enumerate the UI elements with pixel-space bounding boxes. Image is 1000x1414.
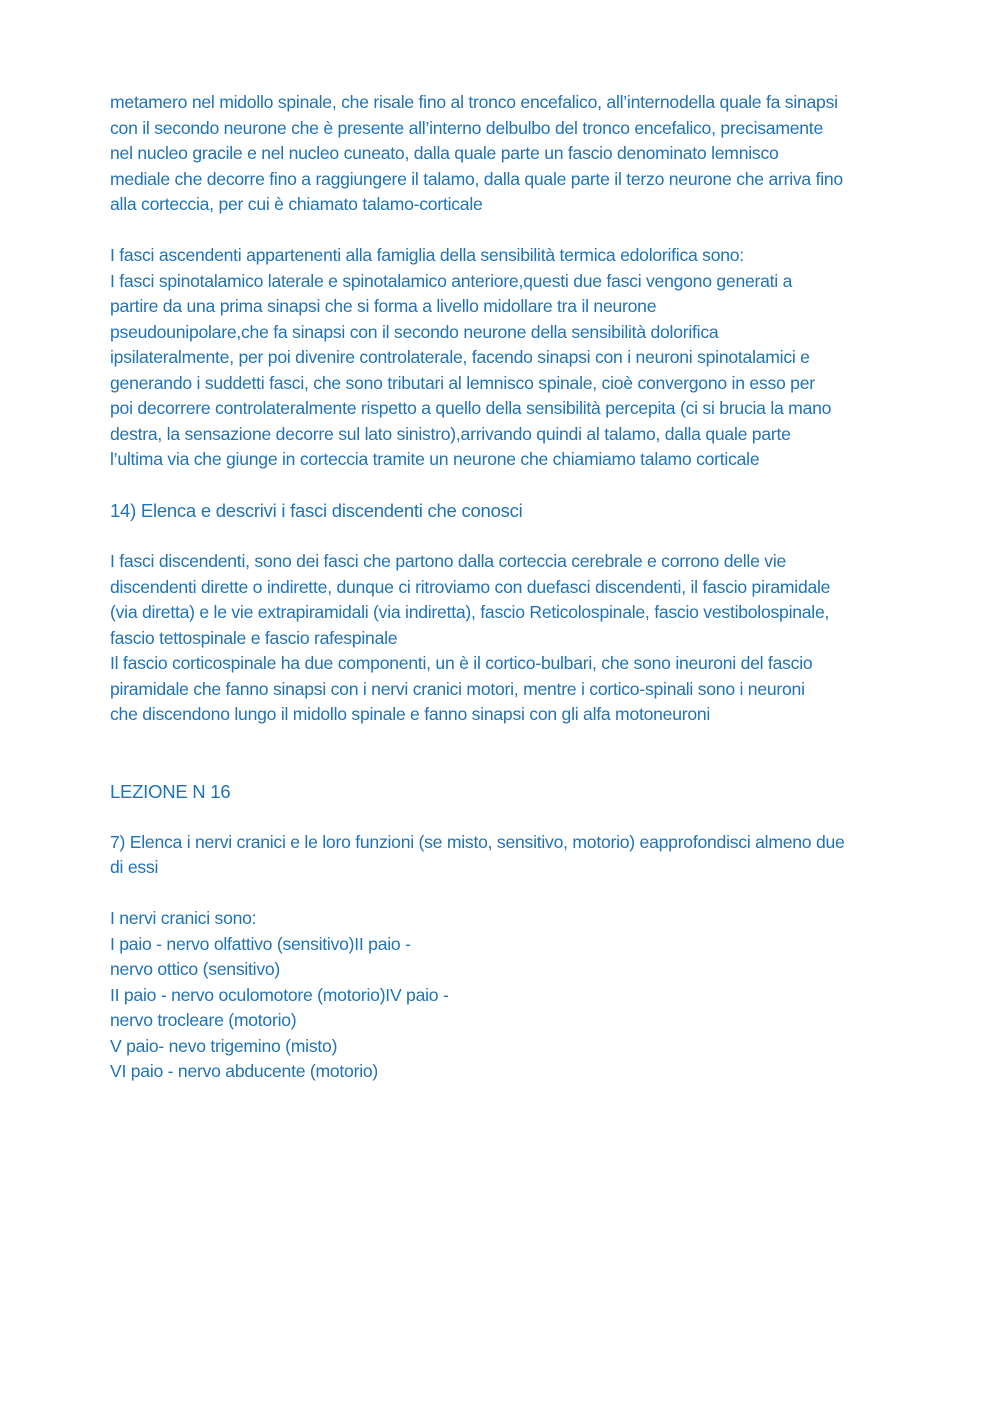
- text-line: I paio - nervo olfattivo (sensitivo)II paio -: [110, 933, 411, 954]
- text-line: alla corteccia, per cui è chiamato talamo-corticale: [110, 194, 483, 214]
- text-line: I nervi cranici sono:: [110, 908, 257, 928]
- text-line: metamero nel midollo spinale, che risale fino al tronco encefalico, all’internodella quale fa sinapsi: [110, 92, 838, 112]
- text-line: poi decorrere controlateralmente rispetto a quello della sensibilità percepita (ci si brucia la mano: [110, 398, 832, 418]
- text-line: l’ultima via che giunge in corteccia tramite un neurone che chiamiamo talamo corticale: [110, 449, 760, 469]
- text-line: pseudounipolare,che fa sinapsi con il secondo neurone della sensibilità dolorifica: [110, 321, 719, 342]
- text-line: I fasci discendenti, sono dei fasci che partono dalla corteccia cerebrale e corrono delle vie: [110, 551, 787, 571]
- text-line: (via diretta) e le vie extrapiramidali (via indiretta), fascio Reticolospinale, fascio vestibolospinale,: [110, 602, 830, 622]
- paragraph-gap: [110, 881, 910, 907]
- question-7-heading: [110, 830, 910, 881]
- text-line: I fasci ascendenti appartenenti alla famiglia della sensibilità termica edolorifica sono:: [110, 245, 744, 265]
- text-line: di essi: [110, 857, 159, 877]
- lesson-heading: LEZIONE N 16: [110, 780, 231, 802]
- paragraph-descending-tracts: [110, 549, 910, 728]
- text-line: nervo trocleare (motorio): [110, 1010, 297, 1030]
- text-line: ipsilateralmente, per poi divenire controlaterale, facendo sinapsi con i neuroni spinotalamici e: [110, 347, 810, 367]
- paragraph-gap: [110, 728, 910, 754]
- text-line: nel nucleo gracile e nel nucleo cuneato, dalla quale parte un fascio denominato lemnisco: [110, 143, 779, 163]
- text-line: che discendono lungo il midollo spinale e fanno sinapsi con gli alfa motoneuroni: [110, 704, 711, 724]
- document-page: [110, 90, 910, 1085]
- text-line: mediale che decorre fino a raggiungere il talamo, dalla quale parte il terzo neurone che arriva fino: [110, 168, 843, 189]
- question-14-heading: 14) Elenca e descrivi i fasci discendenti che conosci: [110, 500, 523, 521]
- paragraph-gap: [110, 753, 910, 779]
- paragraph-gap: [110, 473, 910, 499]
- paragraph-cranial-nerves: [110, 906, 910, 1085]
- text-line: con il secondo neurone che è presente all’interno delbulbo del tronco encefalico, precisamente: [110, 117, 823, 138]
- text-line: I fasci spinotalamico laterale e spinotalamico anteriore,questi due fasci vengono generati a: [110, 270, 793, 291]
- paragraph-sensory-pathway: [110, 90, 910, 218]
- paragraph-gap: [110, 218, 910, 244]
- text-line: fascio tettospinale e fascio rafespinale: [110, 627, 398, 648]
- text-line: nervo ottico (sensitivo): [110, 959, 281, 979]
- text-line: V paio- nevo trigemino (misto): [110, 1035, 338, 1056]
- text-line: II paio - nervo oculomotore (motorio)IV paio -: [110, 984, 449, 1005]
- text-line: partire da una prima sinapsi che si forma a livello midollare tra il neurone: [110, 296, 657, 316]
- text-line: generando i suddetti fasci, che sono tributari al lemnisco spinale, cioè convergono in esso per: [110, 372, 815, 393]
- text-line: 7) Elenca i nervi cranici e le loro funzioni (se misto, sensitivo, motorio) eapprofondisci almeno due: [110, 831, 845, 852]
- text-line: destra, la sensazione decorre sul lato sinistro),arrivando quindi al talamo, dalla quale parte: [110, 423, 791, 444]
- paragraph-ascending-tracts: [110, 243, 910, 473]
- text-line: Il fascio corticospinale ha due componenti, un è il cortico-bulbari, che sono ineuroni del fascio: [110, 653, 813, 673]
- paragraph-gap: [110, 804, 910, 830]
- text-line: VI paio - nervo abducente (motorio): [110, 1061, 379, 1081]
- text-line: discendenti dirette o indirette, dunque ci ritroviamo con duefasci discendenti, il fascio piramidale: [110, 576, 831, 597]
- paragraph-gap: [110, 524, 910, 550]
- text-line: piramidale che fanno sinapsi con i nervi cranici motori, mentre i cortico-spinali sono i neuroni: [110, 678, 805, 699]
